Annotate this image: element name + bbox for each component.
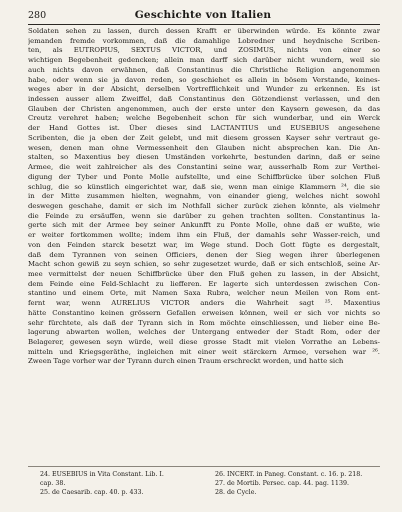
- text-line: sehr fürchtete, als daß der Tyrann sich in Rom möchte einschliessen, und lieber eine Be-: [28, 318, 380, 327]
- text-line: ten, als EUTROPIUS, SEXTUS VICTOR, und ZOSIMUS, nichts von einer so: [28, 46, 380, 55]
- text-line: jemanden fremde vorkommen, daß die damahlige Lobredner und heydnische Scriben-: [28, 36, 380, 45]
- text-line: dem Feinde eine Feld-Schlacht zu liefferen. Er lagerte sich unterdessen zwischen Con-: [28, 279, 380, 288]
- footnotes-left-column: [40, 470, 205, 497]
- text-line: stantino und einem Orte, mit Namen Saxa Rubra, welcher neun Meilen von Rom ent-: [28, 289, 380, 298]
- text-line: Glauben der Christen angenommen, auch der erste unter den Kaysern gewesen, da das: [28, 104, 380, 113]
- text-line: wichtigen Begebenheit gedencken; allein man darff sich darüber nicht wundern, weil sie: [28, 56, 380, 65]
- footnote-line: 24. EUSEBIUS in Vita Constant. Lib. I.: [40, 471, 164, 478]
- footnote-line: 28. de Cycle.: [215, 489, 257, 496]
- text-line: daß dem Tyrannen von seinen Officiers, denen der Sieg wegen ihrer überlegenen: [28, 250, 380, 259]
- text-line: auch nichts davon erwähnen, daß Constantinus die Christliche Religion angenommen: [28, 65, 380, 74]
- running-title: Geschichte von Italien: [134, 9, 272, 21]
- text-line: hätte Constantino keinen grössern Gefallen erweisen können, weil er sich vor nichts so: [28, 308, 380, 317]
- main-text: [28, 27, 380, 367]
- text-line: weges aber in der Absicht, derselben Vortrefflichkeit und Wunder zu erkennen. Es ist: [28, 85, 380, 94]
- text-line: indessen ausser allem Zweiffel, daß Constantinus den Götzendienst verlassen, und den: [28, 95, 380, 104]
- text-line: schlug, die so künstlich eingerichtet war, daß sie, wenn man einige Klammern ²⁴, die sie: [28, 182, 380, 191]
- text-line: fernt war, wenn AURELIUS VICTOR anders die Wahrheit sagt ²⁵. Maxentius: [28, 299, 380, 308]
- text-line: stalten, so Maxentius bey diesen Umständen vorkehrte, bestunden darinn, daß er seine: [28, 153, 380, 162]
- footnotes: [40, 470, 380, 497]
- text-line: der Hand Gottes ist. Über dieses sind LACTANTIUS und EUSEBIUS angesehene: [28, 124, 380, 133]
- text-line: in der Mitte zusammen hielten, wegnahm, von einander gieng, welches nicht sowohl: [28, 192, 380, 201]
- text-line: Soldaten sehen zu lassen, durch dessen Krafft er überwinden würde. Es könnte zwar: [28, 27, 380, 35]
- page-header: [28, 8, 378, 22]
- text-line: von den Feinden starck besetzt war, im Wege stund. Doch Gott fügte es dergestalt,: [28, 240, 380, 249]
- text-line: Macht schon gewiß zu seyn schien, so sehr zugesetzet wurde, daß er sich entschloß, seine Ar-: [28, 260, 380, 269]
- text-line: mitteln und Kriegsgeräthe, ingleichen mit einer weit stärckern Armee, versehen war ²⁶.: [28, 347, 380, 356]
- footnote-line: 26. INCERT. in Paneg. Constant. c. 16. p. 218.: [215, 471, 363, 478]
- text-line: lagerung abwarten wollen, welches der Untergang entweder der Stadt Rom, oder der: [28, 328, 380, 337]
- text-line: mee vermittelst der neuen Schiffbrücke über den Fluß gehen zu lassen, in der Absicht,: [28, 269, 380, 278]
- text-line: die Feinde zu ersäuffen, wenn sie darüber zu gehen trachten sollten. Constantinus la-: [28, 211, 380, 220]
- text-line: er weiter fortkommen wollte; indem ihm ein Fluß, der damahls sehr Wasser-reich, und: [28, 231, 380, 240]
- text-line: habe, oder wenn sie ja davon reden, so geschiehet es allein in bösem Verstande, keines-: [28, 75, 380, 84]
- footnote-line: 25. de Caesarib. cap. 40. p. 433.: [40, 489, 144, 496]
- footnote-line: cap. 38.: [40, 480, 66, 487]
- page-number: 280: [28, 9, 47, 21]
- text-line: gerte sich mit der Armee bey seiner Ankunfft zu Ponte Molle, ohne daß er wußte, wie: [28, 221, 380, 230]
- footnotes-right-column: [215, 470, 380, 497]
- text-line: Creutz verehret haben; welche Begebenheit schon für sich wunderbar, und ein Werck: [28, 114, 380, 123]
- text-line: deswegen geschahe, damit er sich im Nothfall sicher zurück ziehen könnte, als vielmehr: [28, 201, 380, 210]
- text-line: Armee, die weit zahlreicher als des Constantini seine war, ausserhalb Rom zur Verthei-: [28, 163, 380, 172]
- text-line: Zween Tage vorher war der Tyrann durch einen Traum erschreckt worden, und hatte sich: [28, 357, 344, 366]
- text-line: digung der Tyber und Ponte Molle aufstellte, und eine Schiffbrücke über solchen Fluß: [28, 172, 380, 181]
- footnote-line: 27. de Mortib. Persec. cap. 44. pag. 1139.: [215, 480, 349, 487]
- text-line: Belagerer, gewesen seyn würde, weil diese grosse Stadt mit vielen Vorrathe an Lebens-: [28, 338, 380, 346]
- text-line: wesen, denen man ohne Vermessenheit den Glauben nicht absprechen kan. Die An-: [28, 143, 380, 152]
- header-rule: [28, 24, 380, 25]
- footnote-rule: [28, 466, 380, 467]
- text-line: Scribenten, die ja eben der Zeit gelebt, und mit diesem grossen Kayser sehr vertraut ge-: [28, 133, 380, 142]
